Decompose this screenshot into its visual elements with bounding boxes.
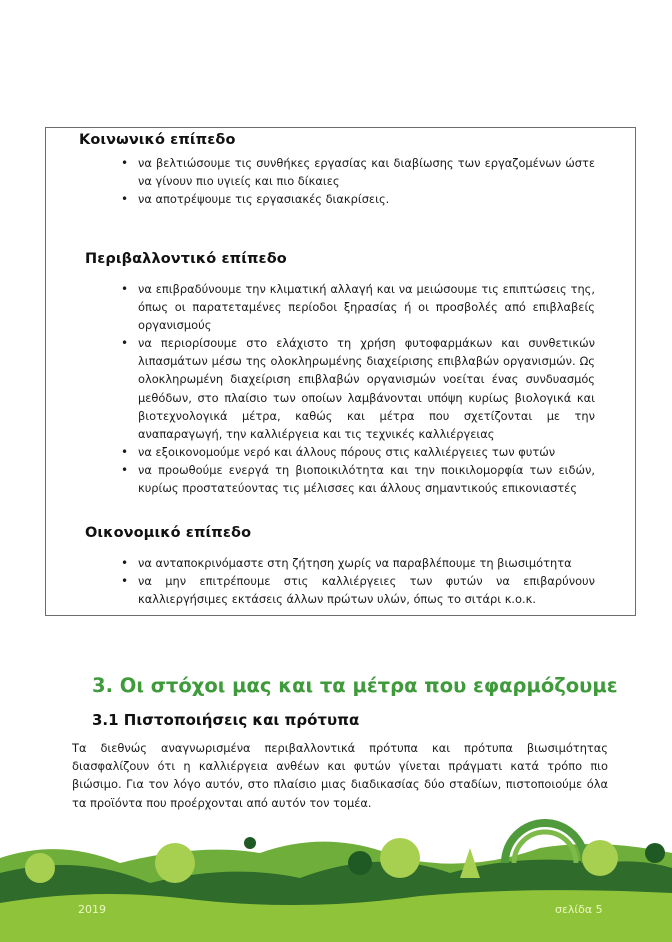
- subsection-title: 3.1 Πιστοποιήσεις και πρότυπα: [92, 711, 360, 729]
- list-item: • να αποτρέψουμε τις εργασιακές διακρίσεις.: [122, 190, 595, 208]
- social-level-list: [122, 154, 595, 208]
- environmental-level-heading: Περιβαλλοντικό επίπεδο: [85, 251, 287, 267]
- page-number: σελίδα 5: [555, 903, 603, 916]
- environmental-level-list: [122, 280, 595, 497]
- list-item: • να μην επιτρέπουμε στις καλλιέργειες των φυτών να επιβαρύνουν καλλιεργήσιμες εκτάσεις άλλων πρώτων υλών, όπως το σιτάρι κ.ο.κ.: [122, 572, 595, 608]
- economic-level-heading: Οικονομικό επίπεδο: [85, 525, 252, 541]
- body-paragraph: Τα διεθνώς αναγνωρισμένα περιβαλλοντικά πρότυπα και πρότυπα βιωσιμότητας διασφαλίζουν ότι η καλλιέργεια ανθέων και φυτών γίνεται πράγματι κατά τρόπο πιο βιώσιμο. Για τον λόγο αυτόν, στο πλαίσιο μιας διαδικασίας δύο σταδίων, πιστοποιούμε όλα τα προϊόντα που προέρχονται από αυτόν τον τομέα.: [72, 741, 608, 810]
- list-item: • να ανταποκρινόμαστε στη ζήτηση χωρίς να παραβλέπουμε τη βιωσιμότητα: [122, 554, 595, 572]
- list-item: • να περιορίσουμε στο ελάχιστο τη χρήση φυτοφαρμάκων και συνθετικών λιπασμάτων μέσω της ολοκληρωμένης διαχείρισης επιβλαβών οργανισμών. Ως ολοκληρωμένη διαχείριση επιβλαβών οργανισμών νοείται ένας συνδυασμός μεθόδων, στο πλαίσιο των οποίων λαμβάνονται υπόψη κυρίως βιολογικά και βιοτεχνολογικά μέτρα, καθώς και μέτρα που σχετίζονται με την αναπαραγωγή, την καλλιέργεια και τις τεχνικές καλλιέργειας: [122, 334, 595, 443]
- list-item: • να εξοικονομούμε νερό και άλλους πόρους στις καλλιέργειες των φυτών: [122, 443, 595, 461]
- list-item: • να προωθούμε ενεργά τη βιοποικιλότητα και την ποικιλομορφία των ειδών, κυρίως προστατεύοντας τις μέλισσες και άλλους σημαντικούς επικονιαστές: [122, 461, 595, 497]
- landscape-footer-illustration: [0, 818, 672, 942]
- economic-level-list: [122, 554, 595, 608]
- list-item: • να βελτιώσουμε τις συνθήκες εργασίας και διαβίωσης των εργαζομένων ώστε να γίνουν πιο υγιείς και πιο δίκαιες: [122, 154, 595, 190]
- section-title: 3. Οι στόχοι μας και τα μέτρα που εφαρμόζουμε: [92, 674, 618, 697]
- social-level-heading: Κοινωνικό επίπεδο: [79, 132, 236, 148]
- list-item: • να επιβραδύνουμε την κλιματική αλλαγή και να μειώσουμε τις επιπτώσεις της, όπως οι παρατεταμένες περίοδοι ξηρασίας ή οι προσβολές από επιβλαβείς οργανισμούς: [122, 280, 595, 334]
- footer-year: 2019: [78, 903, 106, 916]
